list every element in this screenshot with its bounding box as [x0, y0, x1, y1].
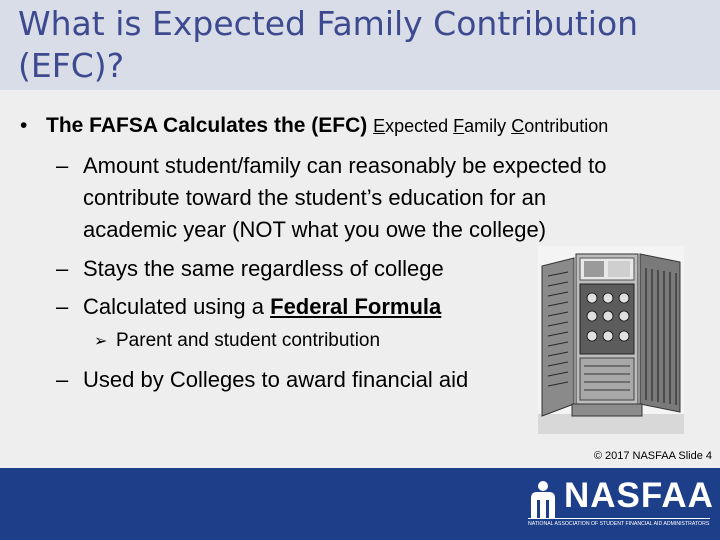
- dash-marker: –: [56, 294, 69, 319]
- sub-sub-bullet-contribution: [94, 330, 380, 352]
- stays-text: Stays the same regardless of college: [83, 256, 444, 281]
- arrow-bullet-icon: ➢: [94, 331, 108, 350]
- computer-mainframe-icon: [538, 246, 684, 434]
- dash-marker: –: [56, 153, 69, 178]
- title-band: [0, 0, 720, 90]
- amount-line-2: contribute toward the student’s education for an: [83, 185, 547, 210]
- nasfaa-wordmark: NASFAA: [564, 476, 714, 515]
- computer-photo: [538, 246, 684, 434]
- copyright-slide-number: © 2017 NASFAA Slide 4: [593, 450, 712, 462]
- used-text: Used by Colleges to award financial aid: [83, 367, 469, 392]
- amount-line-1: Amount student/family can reasonably be expected to: [83, 153, 607, 178]
- contribution-text: Parent and student contribution: [116, 330, 381, 351]
- bullet-lead: The FAFSA Calculates the (EFC): [46, 114, 374, 137]
- slide-title: What is Expected Family Contribution (EFC)?: [18, 4, 639, 85]
- bullet-dot: •: [20, 114, 28, 137]
- dash-marker: –: [56, 256, 69, 281]
- dash-marker: –: [56, 367, 69, 392]
- bullet-efc: [20, 114, 608, 138]
- nasfaa-logo: [528, 476, 714, 530]
- federal-formula: Federal Formula: [270, 294, 442, 319]
- nasfaa-emblem-icon: [528, 480, 558, 518]
- nasfaa-subtitle: NATIONAL ASSOCIATION OF STUDENT FINANCIAL AID ADMINISTRATORS: [528, 518, 710, 527]
- calculated-text: Calculated using a Federal Formula: [83, 294, 442, 319]
- efc-expansion: Expected Family Contribution: [373, 116, 609, 136]
- amount-line-3: academic year (NOT what you owe the college): [83, 217, 547, 242]
